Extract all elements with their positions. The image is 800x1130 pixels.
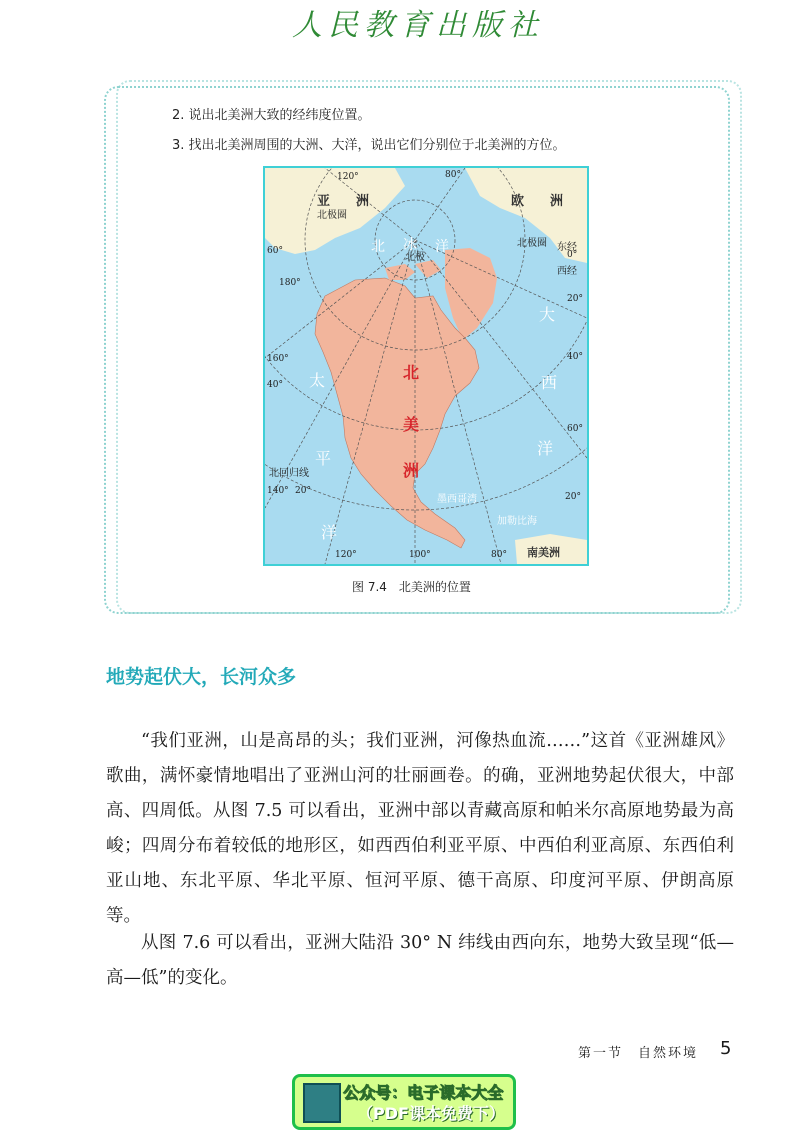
label-caribbean: 加勒比海: [497, 516, 537, 527]
question-3: 3. 找出北美洲周围的大洲、大洋，说出它们分别位于北美洲的方位。: [172, 138, 566, 153]
label-arctic-3: 洋: [435, 239, 449, 255]
label-deg-120-bottom: 120°: [335, 550, 357, 560]
label-meridian-180: 180°: [279, 278, 301, 288]
label-atlantic-2: 西: [541, 373, 558, 392]
label-deg-80-bottom: 80°: [491, 550, 507, 560]
label-arctic-circle-right: 北极圈: [517, 238, 547, 249]
promo-banner[interactable]: [292, 1074, 516, 1130]
label-deg-60-right: 60°: [567, 424, 583, 434]
label-pacific-3: 洋: [321, 523, 338, 542]
label-deg-60-left: 60°: [267, 246, 283, 256]
label-na-2: 美: [403, 415, 420, 434]
label-atlantic-1: 大: [539, 305, 556, 324]
promo-line-1: 公众号：电子课本大全: [343, 1083, 504, 1102]
label-pacific-2: 平: [315, 449, 332, 468]
book-icon: [303, 1083, 341, 1123]
footer-section: 第一节 自然环境: [578, 1046, 699, 1061]
label-deg-100-bottom: 100°: [409, 550, 431, 560]
page-number: 5: [720, 1038, 732, 1059]
question-2: 2. 说出北美洲大致的经纬度位置。: [172, 108, 371, 123]
figure-caption: 图 7.4 北美洲的位置: [352, 580, 471, 594]
label-arctic-1: 北: [371, 239, 385, 255]
label-deg-40-right: 40°: [567, 352, 583, 362]
label-arctic-2: 冰: [403, 237, 417, 253]
promo-line-2: （PDF课本免费下）: [357, 1104, 505, 1123]
label-north-pole: 北极: [405, 252, 425, 263]
paragraph-2: 从图 7.6 可以看出，亚洲大陆沿 30° N 纬线由西向东，地势大致呈现“低—高—低”的变化。: [106, 933, 734, 988]
label-deg-20-bottom-right: 20°: [565, 492, 581, 502]
label-gulf-mexico: 墨西哥湾: [437, 494, 477, 505]
label-deg-160-left: 160°: [267, 354, 289, 364]
label-deg-40-left: 40°: [267, 380, 283, 390]
label-west-lon: 西经: [557, 266, 577, 277]
label-deg-80-top: 80°: [445, 170, 461, 180]
label-na-1: 北: [403, 363, 420, 382]
paragraph-1: “我们亚洲，山是高昂的头；我们亚洲，河像热血流……”这首《亚洲雄风》歌曲，满怀豪情地唱出了亚洲山河的壮丽画卷。的确，亚洲地势起伏很大，中部高、四周低。从图 7.5 可以看出，亚洲中部以青藏高原和帕米尔高原地势最为高峻；四周分布着较低的地形区，如西西伯利亚平原、中西伯利亚高原、东西伯利亚山地、东北平原、华北平原、恒河平原、德干高原、印度河平原、伊朗高原等。: [106, 731, 734, 926]
north-america-map: [263, 166, 589, 566]
label-deg-120-top: 120°: [337, 172, 359, 182]
label-pacific-1: 太: [309, 371, 326, 390]
section-title: 地势起伏大，长河众多: [106, 666, 297, 688]
label-deg-20-left: 20°: [295, 486, 311, 496]
label-europe: 欧 洲: [511, 194, 564, 209]
label-arctic-circle-left: 北极圈: [317, 210, 347, 221]
label-south-america: 南美洲: [527, 546, 560, 559]
label-tropic: 北回归线: [269, 468, 309, 479]
label-meridian-0: 0°: [567, 250, 578, 260]
label-atlantic-3: 洋: [537, 439, 554, 458]
label-na-3: 洲: [403, 461, 420, 480]
label-deg-140: 140°: [267, 486, 289, 496]
label-asia: 亚 洲: [317, 194, 370, 209]
label-deg-20-right: 20°: [567, 294, 583, 304]
label-east-lon: 东经: [557, 242, 577, 253]
publisher-logo: 人民教育出版社: [292, 8, 544, 43]
